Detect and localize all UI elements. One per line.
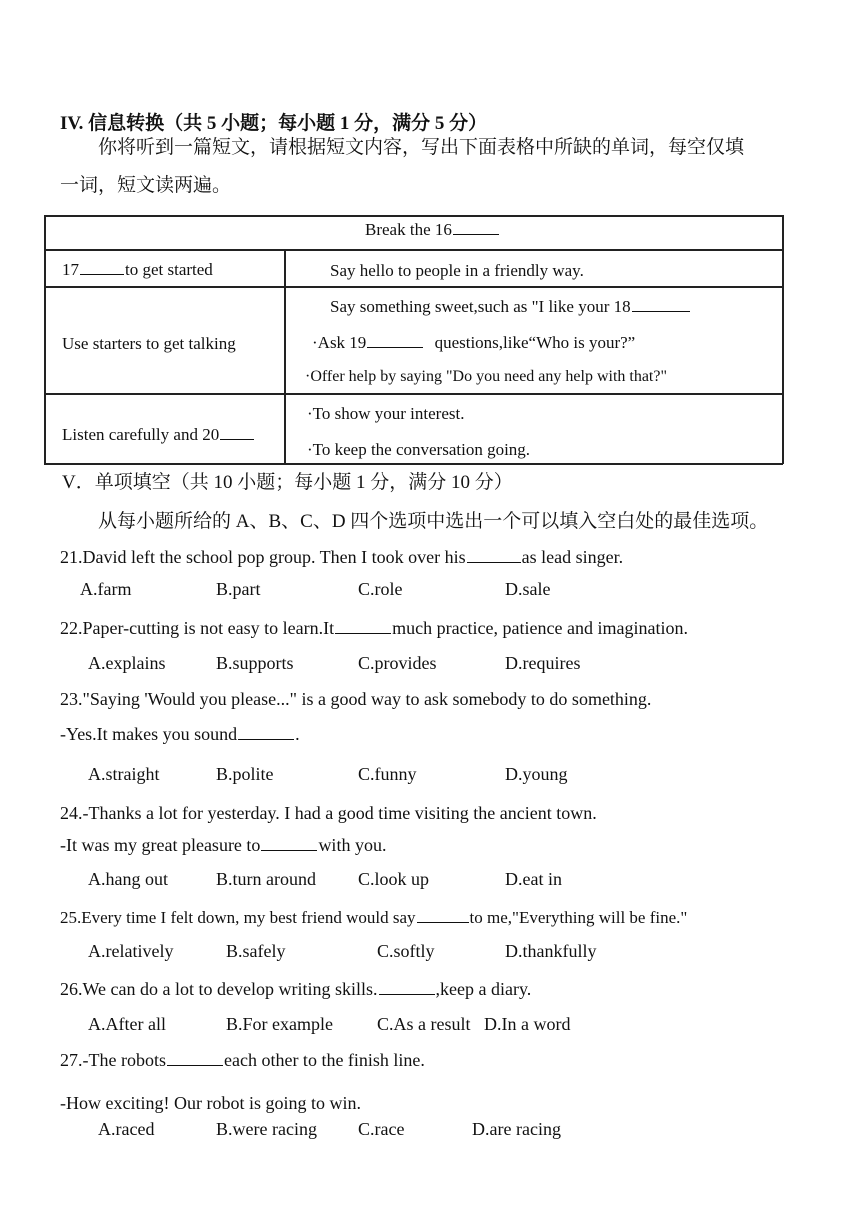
q22-text-b: much practice, patience and imagination. (392, 618, 688, 638)
q24-blank (261, 849, 317, 851)
question-27-line2: -How exciting! Our robot is going to win. (60, 1093, 361, 1113)
section-4-instruction-1: 你将听到一篇短文，请根据短文内容，写出下面表格中所缺的单词，每空仅填 (98, 137, 745, 158)
q26-option-b: B.For example (226, 1014, 333, 1034)
q23-option-a: A.straight (88, 764, 160, 784)
q25-option-c: C.softly (377, 941, 435, 961)
row2-right-line2-a: ·Ask 19 (312, 333, 367, 352)
q25-text-a: 25.Every time I felt down, my best friend would say (60, 908, 416, 927)
row1-left-text: to get started (125, 260, 213, 279)
blank-17 (80, 273, 124, 275)
row2-left: Use starters to get talking (62, 334, 236, 353)
question-23-line2 (60, 724, 300, 745)
row3-left-text: Listen carefully and 20 (62, 425, 220, 444)
row2-right-line2-b: questions,like“Who is your?” (434, 333, 636, 352)
q26-text-b: ,keep a diary. (435, 979, 532, 999)
q24-text-b: with you. (318, 835, 387, 855)
q26-option-c: C.As a result (377, 1014, 471, 1034)
q26-blank (379, 993, 435, 995)
row2-right-line3: ·Offer help by saying "Do you need any help with that?" (305, 368, 668, 385)
q25-option-b: B.safely (226, 941, 286, 961)
q25-option-d: D.thankfully (505, 941, 597, 961)
q24-text-a: -It was my great pleasure to (60, 835, 261, 855)
question-24-line2 (60, 835, 386, 856)
q22-option-a: A.explains (88, 653, 166, 673)
q21-option-d: D.sale (505, 579, 551, 599)
q27-text-a: 27.-The robots (60, 1050, 166, 1070)
section-5-instruction: 从每小题所给的 A、B、C、D 四个选项中选出一个可以填入空白处的最佳选项。 (98, 511, 769, 532)
q24-option-a: A.hang out (88, 869, 168, 889)
question-25 (60, 908, 687, 928)
question-27 (60, 1050, 425, 1071)
section-5-title: V．单项填空（共 10 小题；每小题 1 分，满分 10 分） (62, 472, 513, 493)
q26-option-d: D.In a word (484, 1014, 571, 1034)
q22-blank (335, 632, 391, 634)
row2-right-line1-text: Say something sweet,such as "I like your 18 (330, 297, 631, 316)
q21-option-c: C.role (358, 579, 403, 599)
section-4-prefix: IV. (60, 113, 84, 134)
q22-option-b: B.supports (216, 653, 294, 673)
q24-option-d: D.eat in (505, 869, 562, 889)
row2-right-line1 (330, 297, 691, 317)
q21-option-b: B.part (216, 579, 261, 599)
table-header (365, 220, 500, 240)
q23-option-b: B.polite (216, 764, 274, 784)
row1-left-number: 17 (62, 260, 79, 279)
blank-16 (453, 233, 499, 235)
section-4-title (60, 108, 487, 135)
q27-text-b: each other to the finish line. (223, 1050, 425, 1070)
q27-option-a: A.raced (98, 1119, 155, 1139)
row3-left (62, 425, 255, 445)
q27-option-b: B.were racing (216, 1119, 317, 1139)
q23-text-a: -Yes.It makes you sound (60, 724, 238, 744)
question-21 (60, 547, 623, 568)
q27-option-d: D.are racing (472, 1119, 561, 1139)
q26-option-a: A.After all (88, 1014, 166, 1034)
q21-blank (467, 561, 521, 563)
row1-left (62, 260, 213, 280)
q24-option-b: B.turn around (216, 869, 316, 889)
q24-option-c: C.look up (358, 869, 430, 889)
q22-option-d: D.requires (505, 653, 581, 673)
q21-text-a: 21.David left the school pop group. Then I took over his (60, 547, 466, 567)
q26-text-a: 26.We can do a lot to develop writing skills. (60, 979, 378, 999)
row3-right-line1: ·To show your interest. (307, 404, 465, 423)
q23-option-c: C.funny (358, 764, 417, 784)
q27-option-c: C.race (358, 1119, 405, 1139)
row3-right-line2: ·To keep the conversation going. (307, 440, 531, 459)
q21-text-b: as lead singer. (521, 547, 624, 567)
row2-right-line2 (312, 333, 635, 353)
section-4-instruction-2: 一词，短文读两遍。 (60, 175, 232, 196)
section-4-heading: 信息转换（共 5 小题；每小题 1 分，满分 5 分） (88, 113, 488, 134)
q27-blank (167, 1064, 223, 1066)
q22-text-a: 22.Paper-cutting is not easy to learn.It (60, 618, 335, 638)
table-header-text: Break the 16 (365, 220, 452, 239)
q23-option-d: D.young (505, 764, 568, 784)
row1-right: Say hello to people in a friendly way. (330, 261, 584, 280)
q25-option-a: A.relatively (88, 941, 174, 961)
blank-19 (367, 346, 423, 348)
blank-18 (632, 310, 690, 312)
question-23: 23."Saying 'Would you please..." is a good way to ask somebody to do something. (60, 689, 652, 709)
q21-option-a: A.farm (80, 579, 132, 599)
question-24: 24.-Thanks a lot for yesterday. I had a good time visiting the ancient town. (60, 803, 597, 823)
q25-blank (417, 921, 469, 923)
q23-blank (238, 738, 294, 740)
question-22 (60, 618, 688, 639)
blank-20 (220, 438, 254, 440)
q25-text-b: to me,"Everything will be fine." (469, 908, 688, 927)
q22-option-c: C.provides (358, 653, 437, 673)
q23-text-b: . (295, 724, 300, 744)
question-26 (60, 979, 531, 1000)
